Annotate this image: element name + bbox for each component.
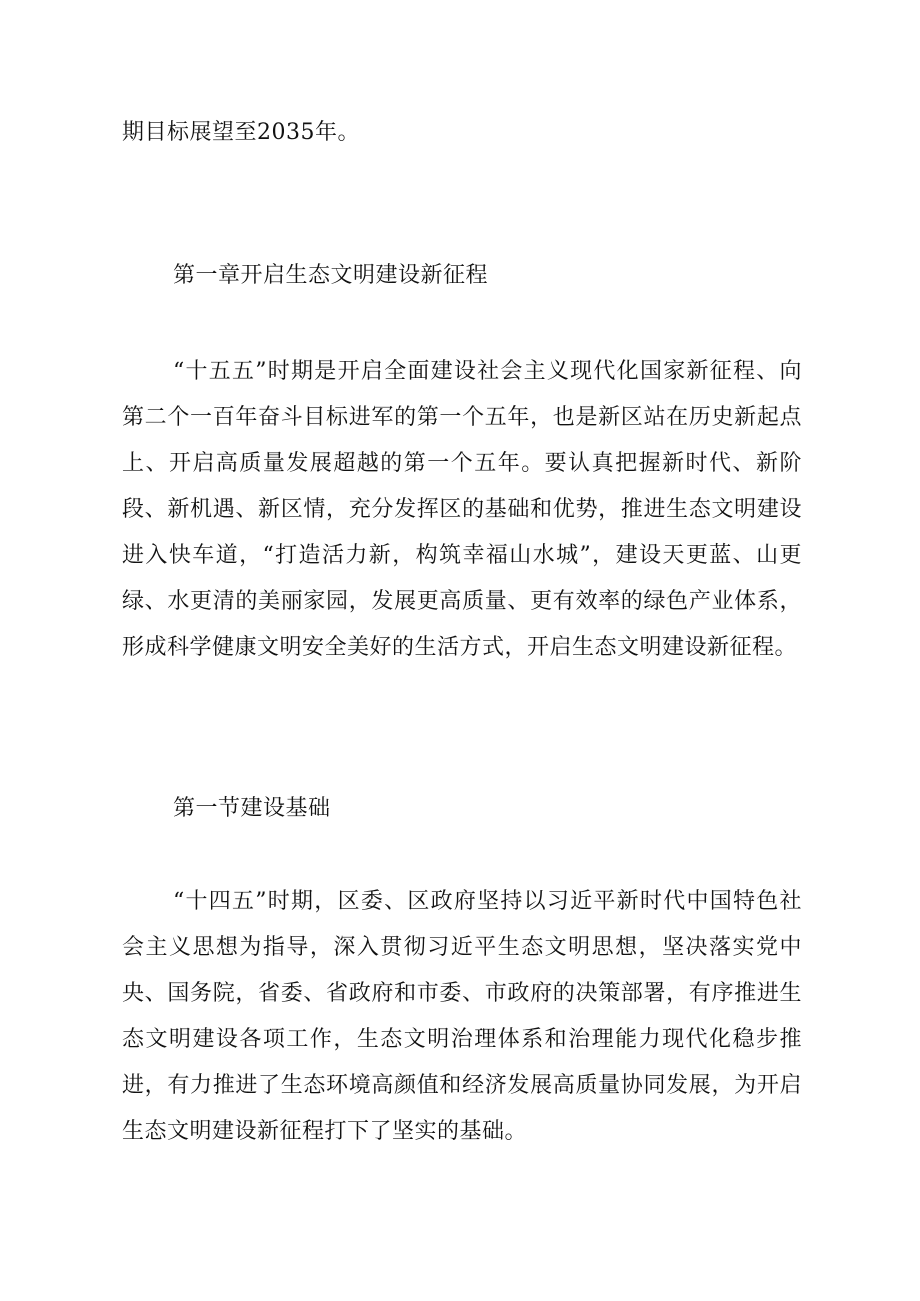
body-paragraph-2: “十四五”时期，区委、区政府坚持以习近平新时代中国特色社会主义思想为指导，深入贯彻习近平生态文明思想，坚决落实党中央、国务院，省委、省政府和市委、市政府的决策部署，有序推进生态文明建设各项工作，生态文明治理体系和治理能力现代化稳步推进，有力推进了生态环境高颜值和经济发展高质量协同发展，为开启生态文明建设新征程打下了坚实的基础。 xyxy=(122,889,802,1144)
chapter-heading: 第一章开启生态文明建设新征程 xyxy=(173,263,489,288)
body-paragraph-1: “十五五”时期是开启全面建设社会主义现代化国家新征程、向第二个一百年奋斗目标进军的第一个五年，也是新区站在历史新起点上、开启高质量发展超越的第一个五年。要认真把握新时代、新阶段、新机遇、新区情，充分发挥区的基础和优势，推进生态文明建设进入快车道，“打造活力新，构筑幸福山水城”，建设天更蓝、山更绿、水更清的美丽家园，发展更高质量、更有效率的绿色产业体系，形成科学健康文明安全美好的生活方式，开启生态文明建设新征程。 xyxy=(122,359,802,660)
continuation-text: 期目标展望至2035年。 xyxy=(122,120,360,145)
section-heading: 第一节建设基础 xyxy=(173,796,331,821)
